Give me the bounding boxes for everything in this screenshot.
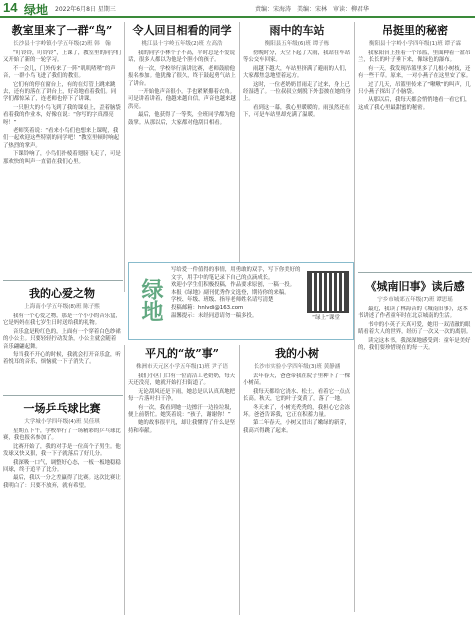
section-name: 绿地 (24, 3, 49, 17)
article-author: 长沙县十字岭镇小学五年级(2)班 韩 翰 (13, 41, 111, 47)
paragraph: 一只胆大的小鸟飞到了我的课桌上，歪着脑袋看着我的作业本，好像在说：“你写的字真漂亮呀！” (3, 104, 121, 126)
paragraph: 我们小区门口有一位清洁工老奶奶，每天天还没亮，她就开始打扫街道了。 (128, 373, 236, 387)
paragraph: 去年春天，爸爸带我在院子里种下了一棵小树苗。 (243, 373, 351, 387)
notice-line: 欢迎小学生们积极投稿，作品要求原创，一稿一投。 (171, 282, 295, 289)
paragraph: 有一次，学校举行演讲比赛，老师鼓励他报名参加。他犹豫了很久，终于鼓起勇气站上了讲台。 (128, 65, 236, 87)
article-treasure (3, 285, 121, 390)
paragraph: 我深吸一口气，调整好心态，一板一板地稳稳回球，终于追平了比分。 (3, 459, 121, 474)
paragraph: 比赛开始了，我的对手是一位高个子男生。他发球又快又狠，我一下子就落后了好几分。 (3, 443, 121, 458)
article-title: 吊挺里的秘密 (382, 24, 448, 37)
column-divider (239, 345, 240, 615)
issue-date: 2022年6月8日 星期三 (55, 6, 116, 13)
paragraph: 我的同学小林个子不高，平时总是不爱说话，很多人都以为他是个胆小的孩子。 (128, 50, 236, 64)
paragraph: 我家阳台上挂着一个吊篮，里面种着一盆吊兰，长长的叶子垂下来，像绿色的瀑布。 (358, 50, 471, 64)
notice-line: 本报《绿地》副刊优秀作文选登，期待你的来稿。 (171, 289, 290, 296)
paragraph: 星期五下午，学校举行了一场精彩的乒乓球比赛，我也报名参加了。 (3, 428, 121, 442)
paragraph: 我每天都给它浇水、松土，看着它一点点长高。秋天，它的叶子变黄了，落了一地。 (243, 388, 351, 403)
notice-brand: 绿地 (138, 278, 164, 322)
paragraph: 冬天来了，小树光秃秃的，我担心它会冻坏。爸爸告诉我，它正在积蓄力量。 (243, 404, 351, 419)
paragraph: 最近，我读了林海音的《城南旧事》，这本书讲述了作者童年时在北京城南的生活。 (358, 306, 468, 320)
article-classmate (128, 22, 236, 257)
article-author: 上海南小学五年级(8)班 陈子熙 (24, 304, 100, 310)
page-number: 14 (3, 0, 18, 15)
article-title: 令人回目相看的同学 (132, 24, 232, 37)
article-title: 一场乒乓球比赛 (23, 402, 101, 415)
notice-email: 投稿邮箱：hnlvdi@163.com (171, 304, 244, 311)
paragraph: “叮铃铃，叮铃铃”，上课了，教室里的同学们又开始了新的一轮学习。 (3, 50, 121, 64)
column-divider (354, 22, 355, 612)
article-title: 平凡的“故”事” (145, 347, 219, 360)
section-divider (3, 395, 123, 396)
notice-address: 学校、年级、班级、指导老师姓名请写清楚 (171, 297, 274, 304)
editors-line: 责编：宋海涛 美编：宋林 审读：柳君华 (255, 6, 370, 13)
article-author: 衡阳县五年级(6)班 谭子栋 (264, 41, 330, 47)
qr-code-icon (307, 271, 349, 313)
paragraph: 书中的小英子天真可爱，她用一双清澈的眼睛看着大人的世界，经历了一次又一次的离别。 (358, 321, 472, 336)
notice-badge: “绿上”课堂 (312, 315, 340, 321)
paragraph: 每当我不开心的时候，我就会打开音乐盒，听着悦耳的音乐，烦恼就一下子消失了。 (3, 352, 121, 366)
paragraph: 一开始他声音很小，手也紧紧攥着衣角。可是讲着讲着，他越来越自信，声音也越来越洪亮。 (128, 89, 236, 110)
article-ordinary-story (128, 345, 236, 615)
paragraph: 老师笑着说：“看来小鸟们也想来上课呢，我们一起欢迎这些特别的同学吧！”教室里顿时响起了热烈的掌声。 (3, 128, 119, 149)
article-title: 雨中的车站 (269, 24, 325, 37)
paragraph: 读完这本书，我深深地感受到：童年是美好的，我们要珍惜现在的每一天。 (358, 337, 471, 352)
paragraph: 这时，一位老奶奶冒雨走了过来，身上已经湿透了。一位叔叔立刻脱下外套披在她的身上。 (243, 81, 351, 103)
article-little-tree (243, 345, 351, 615)
article-title: 我的心爱之物 (29, 287, 95, 300)
paragraph: 有一天，我发现吊篮里多了几根小树枝，还有一些干草。原来，一对小燕子在这里安了家。 (358, 65, 472, 80)
paragraph: 无论刮风还是下雨，她总是认认真真地把每一片落叶扫干净。 (128, 388, 236, 403)
paragraph: 第二年春天，小树又冒出了嫩绿的新芽，我高兴得跳了起来。 (243, 420, 351, 434)
article-title: 我的小树 (275, 347, 319, 360)
paragraph: 从那以后，我每天都会悄悄地看一看它们，这成了我心里最甜蜜的秘密。 (358, 97, 471, 111)
article-rain-station (243, 22, 351, 257)
paragraph: 它们有的停在窗台上，有的在灯管上跳来跳去，还有的落在了讲台上，好奇地看着我们。同学们都惊呆了，连老师也停下了讲课。 (3, 81, 117, 103)
section-divider (358, 272, 472, 273)
paragraph: 不一会儿，门外传来了一阵“叽叽喳喳”的声音，一群小鸟飞进了我们的教室。 (3, 65, 116, 80)
paragraph: 雨越下越大，车站里挤满了避雨的人们，大家都焦急地望着远方。 (243, 65, 351, 80)
article-book-review (358, 278, 472, 615)
paragraph: 她的故事很平凡，却让我懂得了什么是坚持和奉献。 (128, 420, 236, 434)
article-author: 大学城小学四年级(4)班 吴佳琪 (24, 419, 100, 425)
paragraph: 我有一个心爱之物，那是一个小小的音乐盒，它是妈妈在我七岁生日时送给我的礼物。 (3, 313, 121, 327)
article-author: 长沙市实验小学四年级(3)班 黄静涵 (253, 364, 341, 370)
column-divider (124, 22, 125, 292)
article-author: 株洲市天元区小学五年级(1)班 尹子语 (135, 364, 229, 370)
paragraph: 下课铃响了，小鸟们扑棱着翅膀飞走了，可是那欢快的叫声一直留在我们心里。 (3, 151, 121, 165)
article-title: 《城南旧事》读后感 (365, 280, 465, 293)
paragraph: 音乐盒是粉红色的，上面有一个穿着白色纱裙的小公主。只要轻轻拧动发条，小公主就会随着音乐翩翩起舞。 (3, 328, 121, 350)
section-divider (3, 280, 123, 281)
article-author: 宁乡市城郊五年级(7)班 谭思瑶 (377, 297, 453, 303)
article-pingpong (3, 400, 121, 615)
notice-note: 温馨提示：未经同意请勿一稿多投。 (171, 312, 258, 319)
article-birds (3, 22, 121, 277)
submission-notice-box (128, 262, 354, 340)
article-author: 衡阳县十字岭小学四年级(1)班 谭子霖 (368, 41, 462, 47)
paragraph: 有一次，我看到她一边擦汗一边捡垃圾，便上前帮忙。她笑着说：“孩子，谢谢你！” (128, 404, 236, 419)
paragraph: 最后，我以一分之差赢得了比赛。这次比赛让我明白了：只要不放弃，就有希望。 (3, 475, 121, 489)
paragraph: 傍晚时分，天空下起了大雨，我站在车站等公交车回家。 (243, 50, 351, 64)
article-hanging-basket (358, 22, 472, 267)
column-divider (239, 22, 240, 292)
paragraph: 过了几天，吊篮里传来了“啾啾”的叫声，几只小燕子探出了小脑袋。 (358, 81, 471, 96)
notice-line: 写给爱一件值得的事情，用勇敢的双手，写下你美好的文字，用手中的笔记录下自己的点滴成长。 (171, 267, 301, 281)
column-divider (124, 345, 125, 615)
paragraph: 最后，他获得了一等奖，全班同学都为他鼓掌。从那以后，大家都对他刮目相看。 (128, 112, 236, 126)
article-author: 桃江县十字岭五年级(2)班 左高浩 (141, 41, 223, 47)
page-header (0, 0, 475, 18)
paragraph: 看到这一幕，我心里暖暖的。雨虽然还在下，可是车站里却充满了温暖。 (243, 104, 351, 119)
article-title: 教室里来了一群“鸟” (11, 24, 113, 37)
